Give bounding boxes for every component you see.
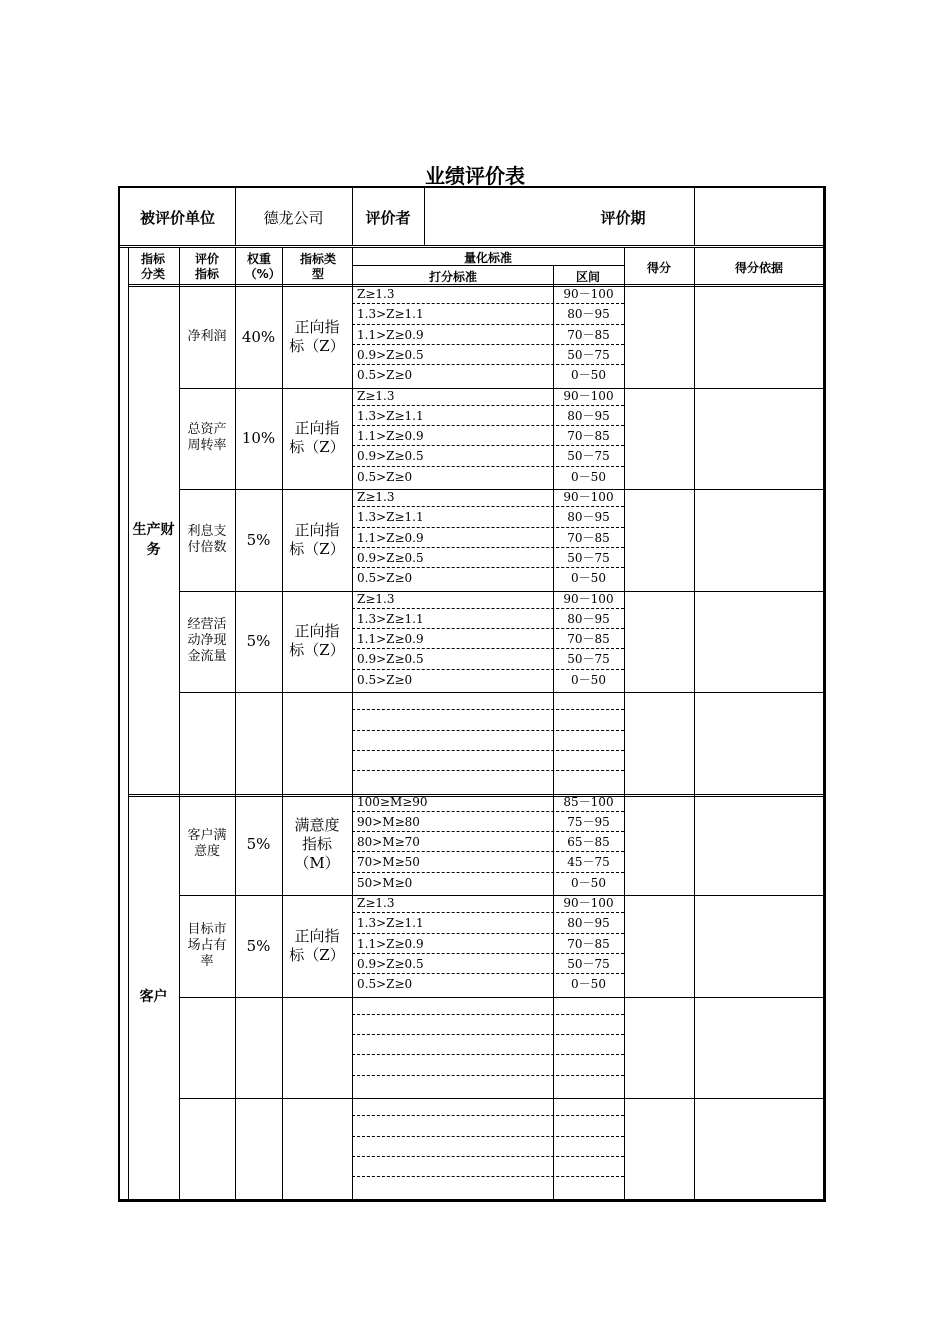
range-text: 50－75 (567, 347, 610, 362)
criteria-text: Z≥1.3 (357, 896, 395, 910)
basis-cell[interactable] (694, 1098, 824, 1200)
col-weight: 权重（%） (244, 252, 281, 281)
range-text: 80－95 (567, 510, 610, 525)
range-text: 0－50 (571, 469, 606, 484)
basis-cell[interactable] (694, 489, 824, 591)
basis-cell[interactable] (694, 997, 824, 1099)
criteria-text: 1.1>Z≥0.9 (357, 327, 424, 342)
page-title: 业绩评价表 (425, 164, 525, 188)
range-text: 90－100 (563, 287, 614, 301)
weight-cell: 5% (246, 530, 271, 549)
col-range: 区间 (575, 270, 600, 284)
score-cell[interactable] (624, 388, 694, 490)
criteria-text: Z≥1.3 (357, 388, 395, 403)
col-quant: 量化标准 (463, 251, 512, 265)
criteria-text: Z≥1.3 (357, 591, 395, 606)
criteria-text: 0.9>Z≥0.5 (357, 550, 424, 565)
score-cell[interactable] (624, 895, 694, 997)
score-cell[interactable] (624, 794, 694, 896)
basis-cell[interactable] (694, 388, 824, 490)
range-text: 0－50 (571, 672, 606, 687)
criteria-text: Z≥1.3 (357, 287, 395, 301)
range-text: 50－75 (567, 449, 610, 464)
basis-cell[interactable] (694, 286, 824, 388)
criteria-text: 1.3>Z≥1.1 (357, 307, 424, 322)
indicator-cell (179, 997, 235, 1099)
criteria-text: 1.3>Z≥1.1 (357, 916, 424, 931)
criteria-text: 1.1>Z≥0.9 (357, 632, 424, 647)
category-production-finance: 生产财务 (132, 521, 175, 558)
type-cell: 正向指标（Z） (289, 622, 345, 660)
criteria-text: 1.3>Z≥1.1 (357, 408, 424, 423)
basis-cell[interactable] (694, 692, 824, 794)
category-customer: 客户 (139, 988, 168, 1005)
basis-cell[interactable] (694, 794, 824, 896)
indicator-cell: 利息支付倍数 (187, 523, 227, 555)
criteria-text: Z≥1.3 (357, 490, 395, 504)
range-text: 70－85 (567, 327, 610, 342)
criteria-text: 1.3>Z≥1.1 (357, 611, 424, 626)
range-text: 80－95 (567, 611, 610, 626)
range-text: 80－95 (567, 307, 610, 322)
range-text: 80－95 (567, 408, 610, 423)
weight-cell: 5% (246, 632, 271, 651)
type-cell: 正向指标（Z） (289, 926, 345, 964)
criteria-text: 1.1>Z≥0.9 (357, 530, 424, 545)
criteria-text: 100≥M≥90 (357, 794, 428, 809)
range-text: 65－85 (567, 835, 610, 850)
score-cell[interactable] (624, 997, 694, 1099)
evaluation-table (118, 186, 826, 1202)
range-text: 85－100 (563, 794, 614, 809)
col-indicator: 评价指标 (194, 252, 219, 281)
type-cell (282, 692, 352, 794)
unit-value: 德龙公司 (263, 208, 324, 227)
score-cell[interactable] (624, 1098, 694, 1200)
range-text: 90－100 (563, 490, 614, 504)
range-text: 70－85 (567, 530, 610, 545)
indicator-cell (179, 692, 235, 794)
col-score: 得分 (646, 261, 671, 275)
indicator-cell (179, 1098, 235, 1200)
range-text: 50－75 (567, 550, 610, 565)
range-text: 80－95 (567, 916, 610, 931)
score-cell[interactable] (624, 489, 694, 591)
indicator-cell: 净利润 (187, 328, 227, 344)
weight-cell (235, 997, 282, 1099)
criteria-text: 0.9>Z≥0.5 (357, 956, 424, 971)
type-cell: 正向指标（Z） (289, 317, 345, 355)
range-text: 0－50 (571, 571, 606, 586)
range-text: 50－75 (567, 956, 610, 971)
type-cell (282, 1098, 352, 1200)
criteria-text: 1.1>Z≥0.9 (357, 429, 424, 444)
evaluator-value (424, 188, 552, 246)
range-text: 90－100 (563, 896, 614, 910)
criteria-text: 80>M≥70 (357, 835, 420, 850)
type-cell (282, 997, 352, 1099)
criteria-text: 1.1>Z≥0.9 (357, 936, 424, 951)
col-type: 指标类型 (299, 252, 336, 281)
weight-cell (235, 1098, 282, 1200)
col-criteria: 打分标准 (428, 270, 477, 284)
weight-cell: 40% (241, 327, 276, 346)
criteria-text: 0.9>Z≥0.5 (357, 652, 424, 667)
range-text: 90－100 (563, 591, 614, 606)
range-text: 75－95 (567, 814, 610, 829)
criteria-text: 70>M≥50 (357, 855, 420, 870)
col-category: 指标分类 (140, 252, 165, 281)
score-cell[interactable] (624, 286, 694, 388)
criteria-text: 50>M≥0 (357, 875, 413, 890)
range-text: 0－50 (571, 875, 606, 890)
type-cell: 正向指标（Z） (289, 419, 345, 457)
indicator-cell: 经营活动净现金流量 (187, 617, 227, 665)
basis-cell[interactable] (694, 591, 824, 693)
range-text: 50－75 (567, 652, 610, 667)
weight-cell: 5% (246, 936, 271, 955)
range-text: 0－50 (571, 368, 606, 383)
col-basis: 得分依据 (734, 261, 783, 275)
period-label: 评价期 (600, 208, 646, 227)
indicator-cell: 目标市场占有率 (187, 921, 227, 969)
weight-cell: 5% (246, 835, 271, 854)
range-text: 70－85 (567, 632, 610, 647)
criteria-text: 0.5>Z≥0 (357, 571, 413, 586)
type-cell: 满意度指标（M） (294, 815, 340, 872)
criteria-text: 0.9>Z≥0.5 (357, 449, 424, 464)
range-text: 45－75 (567, 855, 610, 870)
range-text: 90－100 (563, 388, 614, 403)
criteria-text: 0.5>Z≥0 (357, 672, 413, 687)
score-cell[interactable] (624, 591, 694, 693)
range-text: 0－50 (571, 977, 606, 992)
criteria-text: 0.5>Z≥0 (357, 368, 413, 383)
criteria-text: 0.5>Z≥0 (357, 977, 413, 992)
weight-cell: 10% (241, 429, 276, 448)
indicator-cell: 总资产周转率 (187, 422, 227, 454)
range-text: 70－85 (567, 936, 610, 951)
weight-cell (235, 692, 282, 794)
indicator-cell: 客户满意度 (187, 828, 227, 860)
score-cell[interactable] (624, 692, 694, 794)
type-cell: 正向指标（Z） (289, 520, 345, 558)
criteria-text: 1.3>Z≥1.1 (357, 510, 424, 525)
criteria-text: 90>M≥80 (357, 814, 420, 829)
criteria-text: 0.5>Z≥0 (357, 469, 413, 484)
evaluator-label: 评价者 (365, 208, 411, 227)
criteria-text: 0.9>Z≥0.5 (357, 347, 424, 362)
basis-cell[interactable] (694, 895, 824, 997)
header-row (120, 188, 823, 248)
range-text: 70－85 (567, 429, 610, 444)
unit-label: 被评价单位 (139, 208, 215, 227)
period-value (694, 188, 824, 246)
